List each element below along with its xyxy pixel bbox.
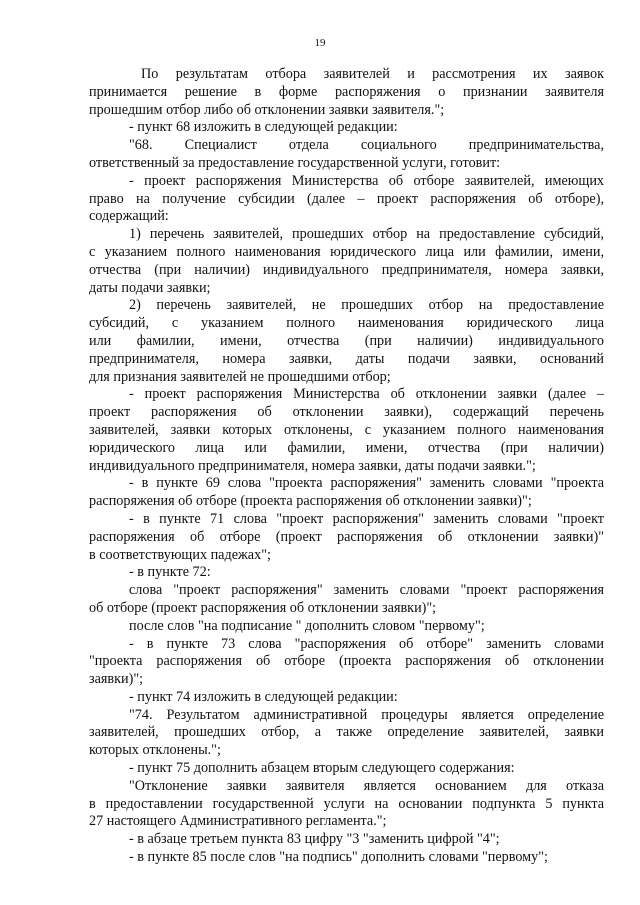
text-line: - пункт 75 дополнить абзацем вторым следующего содержания: (129, 760, 515, 777)
text-line: об отборе (проект распоряжения об отклонении заявки)"; (89, 599, 437, 616)
text-line: - в пункте 71 слова "проект распоряжения" заменить словами "проект (129, 510, 604, 527)
text-line: слова "проект распоряжения" заменить словами "проект распоряжения (129, 582, 604, 599)
text-line: в предоставлении государственной услуги на основании подпункта 5 пункта (89, 795, 604, 812)
text-line: - проект распоряжения Министерства об отклонении заявки (далее – (129, 386, 604, 403)
text-line: - пункт 74 изложить в следующей редакции: (129, 688, 398, 705)
text-line: ответственный за предоставление государственной услуги, готовит: (89, 154, 501, 171)
text-line: для признания заявителей не прошедшими отбор; (89, 368, 391, 385)
text-line: - в пункте 85 после слов "на подпись" дополнить словами "первому"; (129, 849, 548, 866)
text-line: По результатам отбора заявителей и рассмотрения их заявок (141, 66, 604, 82)
text-line: "68. Специалист отдела социального предпринимательства, (129, 137, 604, 154)
text-line: - проект распоряжения Министерства об отборе заявителей, имеющих (129, 172, 604, 189)
text-line: даты подачи заявки; (89, 279, 211, 296)
text-line: или фамилии, имени, отчества (при наличии) индивидуального (89, 332, 604, 349)
text-line: субсидий, с указанием полного наименования юридического лица (89, 315, 604, 332)
text-line: "74. Результатом административной процедуры является определение (129, 706, 604, 723)
text-line: 1) перечень заявителей, прошедших отбор на предоставление субсидий, (129, 226, 604, 243)
text-line: - пункт 68 изложить в следующей редакции: (129, 119, 398, 136)
text-line: содержащий: (89, 208, 169, 225)
text-line: прошедшим отбор либо об отклонении заявки заявителя."; (89, 101, 445, 118)
text-line: юридического лица или фамилии, имени, отчества (при наличии) (89, 439, 604, 456)
page-number: 19 (314, 37, 326, 49)
text-line: распоряжения об отборе (проекта распоряжения об отклонении заявки)"; (89, 493, 532, 510)
text-line: заявки)"; (89, 671, 144, 688)
text-line: заявителей, заявки которых отклонены, с указанием полного наименования (89, 421, 604, 438)
text-line: после слов "на подписание " дополнить словом "первому"; (129, 617, 485, 634)
text-line: с указанием полного наименования юридического лица или фамилии, имени, (89, 243, 604, 260)
text-line: индивидуального предпринимателя, номера заявки, даты подачи заявки."; (89, 457, 536, 474)
text-line: принимается решение в форме распоряжения о признании заявителя (89, 83, 604, 100)
text-line: "проекта распоряжения об отборе (проекта распоряжения об отклонении (89, 653, 604, 670)
text-line: - в пункте 72: (129, 564, 211, 581)
text-line: 2) перечень заявителей, не прошедших отбор на предоставление (129, 297, 604, 314)
text-line: 27 настоящего Административного регламента."; (89, 813, 387, 830)
document-body (89, 66, 604, 867)
text-line: распоряжения об отборе (проект распоряжения об отклонении заявки)" (89, 528, 604, 545)
text-line: - в абзаце третьем пункта 83 цифру "3 "заменить цифрой "4"; (129, 831, 500, 848)
text-line: - в пункте 73 слова "распоряжения об отборе" заменить словами (129, 635, 604, 652)
text-line: заявителей, прошедших отбор, а также определение заявителей, заявки (89, 724, 604, 741)
text-line: предпринимателя, номера заявки, даты подачи заявки, оснований (89, 350, 604, 367)
text-line: отчества (при наличии) индивидуального предпринимателя, номера заявки, (89, 261, 604, 278)
text-line: которых отклонены."; (89, 742, 221, 759)
text-line: право на получение субсидии (далее – проект распоряжения об отборе), (89, 190, 604, 207)
text-line: "Отклонение заявки заявителя является основанием для отказа (129, 777, 604, 794)
text-line: в соответствующих падежах"; (89, 546, 271, 563)
text-line: проект распоряжения об отклонении заявки), содержащий перечень (89, 404, 604, 421)
text-line: - в пункте 69 слова "проекта распоряжения" заменить словами "проекта (129, 475, 604, 492)
